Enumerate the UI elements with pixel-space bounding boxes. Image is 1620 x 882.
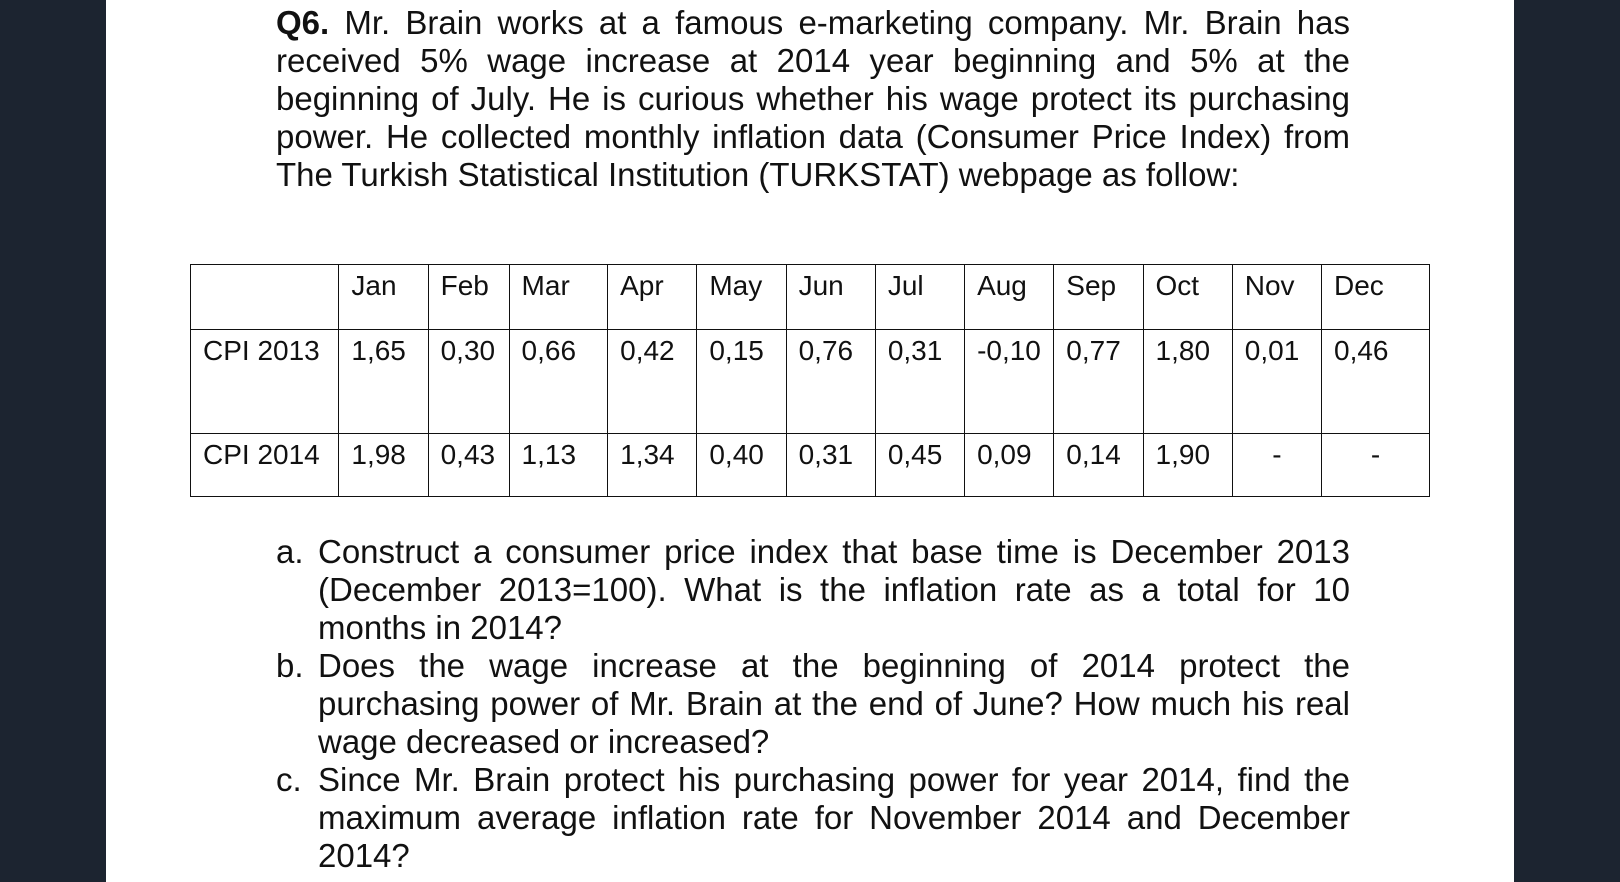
cpi-cell: 0,42 (608, 330, 697, 434)
question-part-c (276, 761, 1350, 875)
cpi-cell: 0,31 (875, 330, 964, 434)
month-header: Aug (965, 265, 1054, 330)
month-header: Jun (786, 265, 875, 330)
cpi-cell: 0,40 (697, 434, 786, 497)
month-header: May (697, 265, 786, 330)
month-header: Nov (1232, 265, 1321, 330)
cpi-cell: 0,30 (428, 330, 509, 434)
cpi-cell: 0,45 (875, 434, 964, 497)
cpi-cell: 0,46 (1322, 330, 1430, 434)
month-header: Apr (608, 265, 697, 330)
document-page (106, 0, 1514, 882)
month-header: Jul (875, 265, 964, 330)
month-header: Jan (339, 265, 428, 330)
cpi-cell: - (1232, 434, 1321, 497)
question-number: Q6. (276, 4, 330, 41)
part-text: Does the wage increase at the beginning of 2014 protect the purchasing power of Mr. Brain at the end of June? How much his real wage decreased or increased? (318, 647, 1350, 760)
cpi-cell: - (1322, 434, 1430, 497)
cpi-cell: 0,14 (1054, 434, 1143, 497)
month-header: Sep (1054, 265, 1143, 330)
question-part-b (276, 647, 1350, 761)
cpi-cell: 1,98 (339, 434, 428, 497)
month-header: Dec (1322, 265, 1430, 330)
part-marker: b. (276, 647, 304, 684)
cpi-cell: 1,34 (608, 434, 697, 497)
cpi-cell: 0,01 (1232, 330, 1321, 434)
cpi-cell: -0,10 (965, 330, 1054, 434)
part-marker: c. (276, 761, 302, 798)
table-row (191, 434, 1430, 497)
part-text: Since Mr. Brain protect his purchasing power for year 2014, find the maximum average inflation rate for November 2014 and December 2014? (318, 761, 1350, 874)
cpi-cell: 1,90 (1143, 434, 1232, 497)
month-header: Oct (1143, 265, 1232, 330)
cpi-cell: 0,76 (786, 330, 875, 434)
cpi-cell: 1,65 (339, 330, 428, 434)
question-parts (276, 533, 1350, 875)
month-header: Feb (428, 265, 509, 330)
cpi-table (190, 264, 1430, 497)
cpi-cell: 1,80 (1143, 330, 1232, 434)
question-text: Mr. Brain works at a famous e-marketing company. Mr. Brain has received 5% wage increase at 2014 year beginning and 5% at the beginning of July. He is curious whether his wage protect its purchasing power. He collected monthly inflation data (Consumer Price Index) from The Turkish Statistical Institution (TURKSTAT) webpage as follow: (276, 4, 1350, 193)
month-header: Mar (509, 265, 608, 330)
cpi-cell: 1,13 (509, 434, 608, 497)
question-intro (276, 4, 1350, 194)
cpi-cell: 0,09 (965, 434, 1054, 497)
question-part-a (276, 533, 1350, 647)
cpi-cell: 0,43 (428, 434, 509, 497)
row-label: CPI 2014 (191, 434, 339, 497)
table-row (191, 330, 1430, 434)
corner-cell (191, 265, 339, 330)
part-text: Construct a consumer price index that base time is December 2013 (December 2013=100). What is the inflation rate as a total for 10 months in 2014? (318, 533, 1350, 646)
cpi-cell: 0,77 (1054, 330, 1143, 434)
cpi-cell: 0,66 (509, 330, 608, 434)
part-marker: a. (276, 533, 304, 570)
table-header-row (191, 265, 1430, 330)
cpi-cell: 0,31 (786, 434, 875, 497)
row-label: CPI 2013 (191, 330, 339, 434)
cpi-cell: 0,15 (697, 330, 786, 434)
